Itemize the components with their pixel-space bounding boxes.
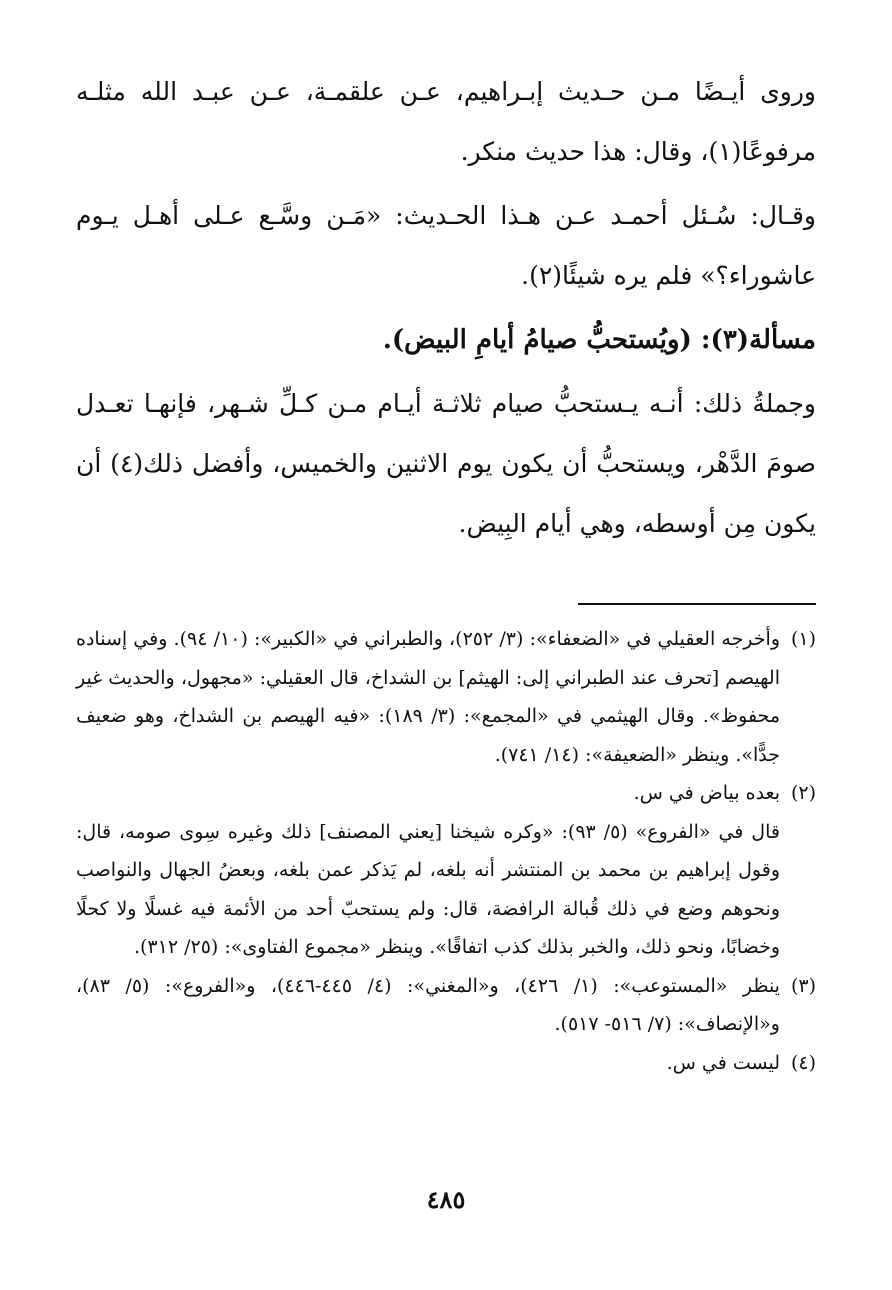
paragraph-3: وجملةُ ذلك: أنـه يـستحبُّ صيام ثلاثـة أيـام مـن كـلِّ شـهر، فإنهـا تعـدل صومَ الدَّهْر، ويستحبُّ أن يكون يوم الاثنين والخميس، وأفضل ذلك(٤) أن يكون مِن أوسطه، وهي أيام البِيض. bbox=[76, 389, 816, 538]
footnote-text: بعده بياض في س. bbox=[633, 782, 780, 804]
footnote-number: (١) bbox=[790, 628, 816, 650]
heading-text: (ويُستحبُّ صيامُ أيامِ البيض). bbox=[382, 325, 701, 355]
footnote-text: ينظر «المستوعب»: (١/ ٤٢٦)، و«المغني»: (٤/ ٤٤٥-٤٤٦)، و«الفروع»: (٥/ ٨٣)، و«الإنصاف»: (٧/ ٥١٦- ٥١٧). bbox=[76, 974, 780, 1035]
footnote bbox=[76, 774, 816, 967]
footnote-separator bbox=[578, 603, 816, 605]
footnote bbox=[76, 1044, 816, 1083]
footnote bbox=[76, 620, 816, 774]
heading-label: مسألة(٣): bbox=[700, 325, 816, 355]
footnote-text: ليست في س. bbox=[666, 1051, 780, 1074]
section-heading bbox=[76, 310, 816, 370]
main-text bbox=[76, 62, 816, 558]
footnotes bbox=[76, 620, 816, 1082]
footnote-number: (٣) bbox=[790, 974, 816, 997]
page-number: ٤٨٥ bbox=[426, 1185, 466, 1214]
paragraph-2: وقـال: سُـئل أحمـد عـن هـذا الحـديث: «مَـن وسَّـع عـلى أهـل يـوم عاشوراء؟» فلم يره شيئًا(٢). bbox=[76, 201, 816, 290]
footnote-text: وأخرجه العقيلي في «الضعفاء»: (٣/ ٢٥٢)، والطبراني في «الكبير»: (١٠/ ٩٤). وفي إسناده الهيصم [تحرف عند الطبراني إلى: الهيثم] بن الشداخ، قال العقيلي: «مجهول، والحديث غير محفوظ». وقال الهيثمي في «المجمع»: (٣/ ١٨٩): «فيه الهيصم بن الشداخ، وهو ضعيف جدًّا». وينظر «الضعيفة»: (١٤/ ٧٤١). bbox=[76, 628, 780, 766]
footnote bbox=[76, 967, 816, 1044]
footnote-text: قال في «الفروع» (٥/ ٩٣): «وكره شيخنا [يعني المصنف] ذلك وغيره سِوى صومه، قال: وقول إبراهيم بن محمد بن المنتشر أنه بلغه، لم يَذكر عمن بلغه، وبعضُ الجهال والنواصب ونحوهم وضع في ذلك قُبالة الرافضة، قال: ولم يستحبّ أحد من الأئمة فيه غسلًا ولا كحلًا وخضابًا، ونحو ذلك، والخبر بذلك كذب اتفاقًا». وينظر «مجموع الفتاوى»: (٢٥/ ٣١٢). bbox=[76, 820, 780, 958]
footnote-number: (٤) bbox=[790, 1051, 816, 1074]
paragraph-1: وروى أيـضًا مـن حـديث إبـراهيم، عـن علقمـة، عـن عبـد الله مثلـه مرفوعًا(١)، وقال: هذا حديث منكر. bbox=[76, 77, 816, 166]
footnote-number: (٢) bbox=[790, 782, 816, 804]
